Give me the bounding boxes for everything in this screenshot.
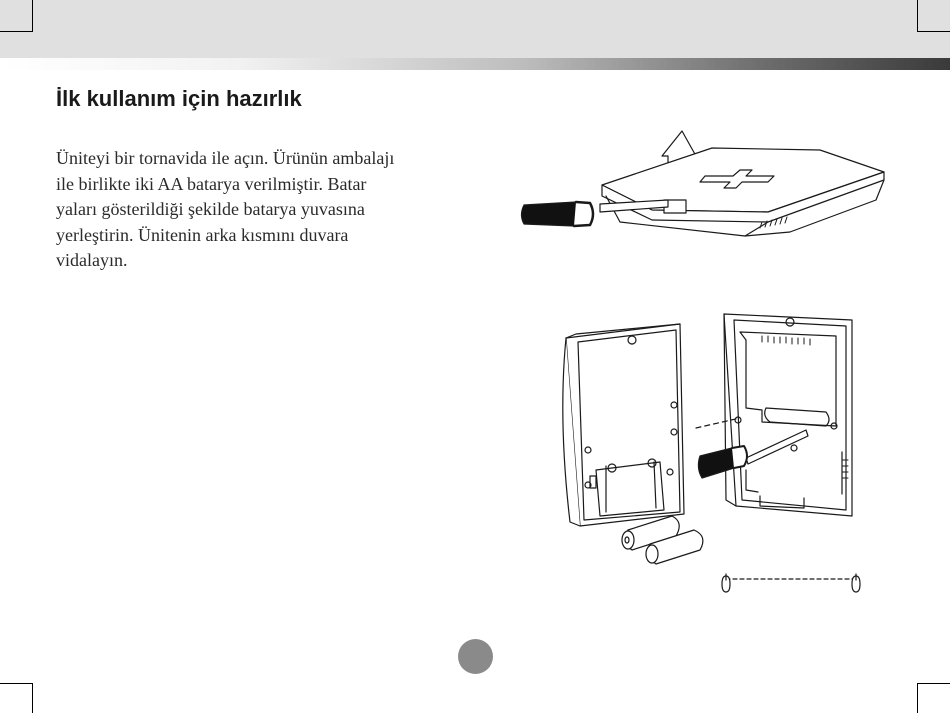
- instruction-line: ile birlikte iki AA batarya verilmiştir. Batar: [56, 173, 367, 194]
- instruction-line: Üniteyi bir tornavida ile açın. Ürünün ambalajı: [56, 148, 395, 168]
- opening-unit-illustration: [522, 131, 885, 236]
- screw-hole-icon: [722, 574, 730, 592]
- battery-mounting-illustration: [563, 314, 860, 592]
- screwdriver-icon: [522, 202, 580, 226]
- screw-hole-icon: [852, 574, 860, 592]
- instruction-line: yaları gösterildiği şekilde batarya yuvasına: [56, 199, 365, 219]
- instruction-line: yerleştirin. Ünitenin arka kısmını duvara: [56, 224, 349, 245]
- instruction-line: vidalayın.: [56, 250, 128, 270]
- screwdriver-icon: [698, 448, 735, 478]
- page-title: İlk kullanım için hazırlık: [56, 86, 302, 111]
- page-number-marker: [458, 639, 493, 674]
